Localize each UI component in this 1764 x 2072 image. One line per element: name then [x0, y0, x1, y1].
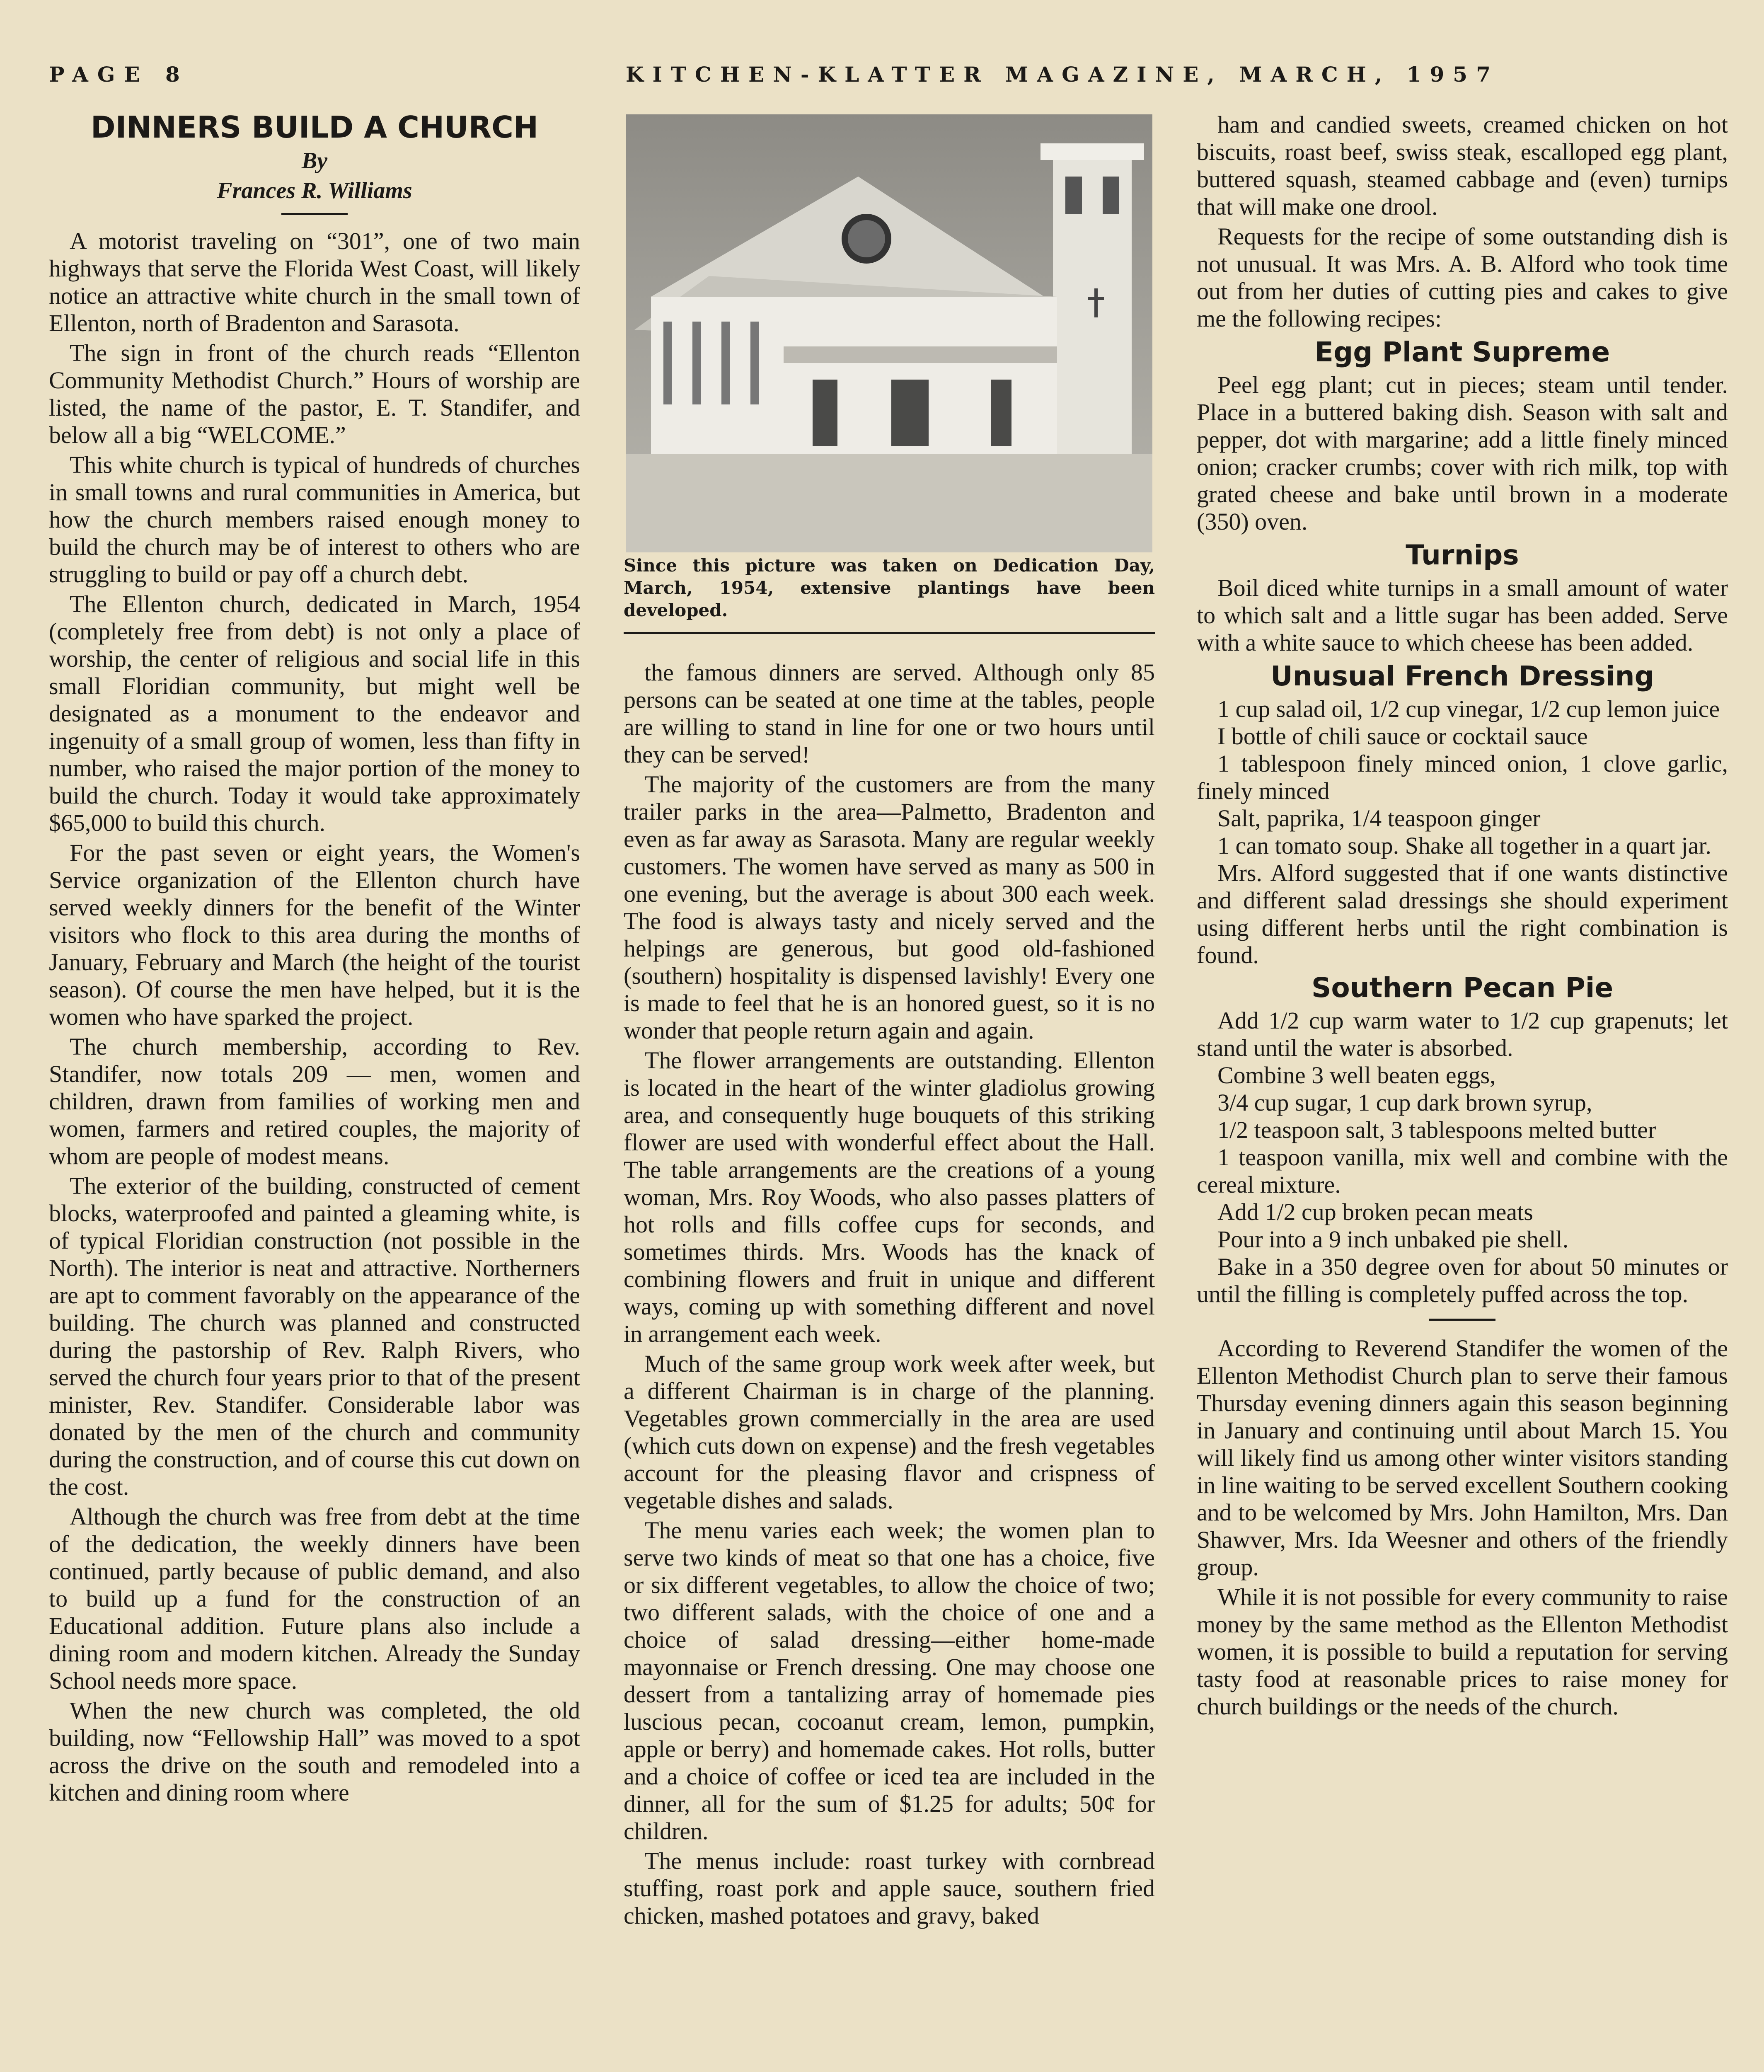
column-2 — [624, 659, 1155, 1932]
paragraph: The sign in front of the church reads “Ellenton Community Methodist Church.” Hours of worship are listed, the name of the pastor, E. T. Standifer, and below all a big “WELCOME.” — [49, 339, 580, 448]
paragraph: 1 cup salad oil, 1/2 cup vinegar, 1/2 cup lemon juice — [1217, 695, 1720, 722]
recipe-title: Southern Pecan Pie — [1311, 972, 1614, 1004]
divider — [281, 213, 348, 215]
paragraph: Combine 3 well beaten eggs, — [1217, 1062, 1496, 1089]
paragraph: Mrs. Alford suggested that if one wants distinctive and different salad dressings she should experiment using different herbs until the right combination is found. — [1197, 859, 1728, 968]
byline-by: By — [301, 148, 328, 174]
paragraph: Much of the same group work week after week, but a different Chairman is in charge of the planning. Vegetables grown commercially in the area are used (which cuts down on expense) and the fresh vegetables account for the pleasing flavor and crispness of vegetable dishes and salads. — [624, 1350, 1155, 1514]
church-photo — [626, 114, 1152, 552]
paragraph: 3/4 cup sugar, 1 cup dark brown syrup, — [1217, 1089, 1592, 1116]
divider — [1429, 1319, 1495, 1321]
paragraph: Add 1/2 cup broken pecan meats — [1217, 1198, 1533, 1225]
recipe-title: Turnips — [1406, 539, 1519, 571]
paragraph: Salt, paprika, 1/4 teaspoon ginger — [1217, 805, 1541, 832]
paragraph: 1 can tomato soup. Shake all together in a quart jar. — [1217, 832, 1711, 859]
column-3 — [1197, 111, 1728, 1723]
page-number: PAGE 8 — [49, 62, 189, 87]
column-1 — [49, 109, 580, 1809]
paragraph: the famous dinners are served. Although only 85 persons can be seated at one time at the tables, people are willing to stand in line for one or two hours until they can be served! — [624, 659, 1155, 768]
paragraph: Pour into a 9 inch unbaked pie shell. — [1217, 1226, 1569, 1253]
paragraph: The menu varies each week; the women plan to serve two kinds of meat so that one has a choice, five or six different vegetables, to allow the choice of two; two different salads, with the choice of one and a choice of salad dressing—either home-made mayonnaise or French dressing. One may choose one dessert from a tantalizing array of homemade pies luscious pecan, cocoanut cream, lemon, pumpkin, apple or berry) and homemade cakes. Hot rolls, butter and a choice of coffee or iced tea are included in the dinner, all for the sum of $1.25 for adults; 50¢ for children. — [624, 1517, 1155, 1844]
paragraph: This white church is typical of hundreds of churches in small towns and rural communities in America, but how the church members raised enough money to build the church may be of interest to others who are struggling to build or pay off a church debt. — [49, 451, 580, 588]
paragraph: The exterior of the building, constructed of cement blocks, waterproofed and painted a gleaming white, is of typical Floridian construction (not possible in the North). The interior is neat and attractive. Northerners are apt to comment favorably on the appearance of the building. The church was planned and constructed during the pastorship of Rev. Ralph Rivers, who served the church four years prior to that of the present minister, Rev. Standifer. Considerable labor was donated by the men of the church and community during the construction, and of course this cut down on the cost. — [49, 1172, 580, 1500]
column-1-body — [49, 228, 580, 1806]
recipe-title: Egg Plant Supreme — [1314, 336, 1610, 368]
paragraph: ham and candied sweets, creamed chicken on hot biscuits, roast beef, swiss steak, escalloped egg plant, buttered squash, steamed cabbage and (even) turnips that will make one drool. — [1197, 111, 1728, 220]
paragraph: The majority of the customers are from the many trailer parks in the area—Palmetto, Bradenton and even as far away as Sarasota. Many are regular weekly customers. The women have served as many as 500 in one evening, but the average is about 300 each week. The food is always tasty and nicely served and the helpings are generous, but good old-fashioned (southern) hospitality is dispensed lavishly! Every one is made to feel that he is an honored guest, so it is no wonder that people return again and again. — [624, 771, 1155, 1044]
paragraph: Requests for the recipe of some outstanding dish is not unusual. It was Mrs. A. B. Alford who took time out from her duties of cutting pies and cakes to give me the following recipes: — [1197, 223, 1728, 332]
paragraph: While it is not possible for every community to raise money by the same method as the Ellenton Methodist women, it is possible to build a reputation for serving tasty food at reasonable prices to raise money for church buildings or the needs of the church. — [1197, 1583, 1728, 1720]
photo-caption: Since this picture was taken on Dedication Day, March, 1954, extensive plantings have been developed. — [624, 555, 1155, 620]
article-title: DINNERS BUILD A CHURCH — [90, 110, 539, 145]
paragraph: The Ellenton church, dedicated in March, 1954 (completely free from debt) is not only a place of worship, the center of religious and social life in this small Floridian community, but might well be designated as a monument to the endeavor and ingenuity of a small group of women, less than fifty in number, who raised the major portion of the money to build the church. Today it would take approximately $65,000 to build this church. — [49, 591, 580, 836]
paragraph: According to Reverend Standifer the women of the Ellenton Methodist Church plan to serve their famous Thursday evening dinners again this season beginning in January and continuing until about March 15. You will likely find us among other winter visitors standing in line waiting to be served excellent Southern cooking and to be welcomed by Mrs. John Hamilton, Mrs. Dan Shawver, Mrs. Ida Weesner and others of the friendly group. — [1197, 1335, 1728, 1581]
magazine-header: KITCHEN-KLATTER MAGAZINE, MARCH, 1957 — [626, 62, 1499, 87]
paragraph: Although the church was free from debt at the time of the dedication, the weekly dinners have been continued, partly because of public demand, and also to build up a fund for the construction of an Educational addition. Future plans also include a dining room and modern kitchen. Already the Sunday School needs more space. — [49, 1503, 580, 1694]
paragraph: A motorist traveling on “301”, one of two main highways that serve the Florida West Coast, will likely notice an attractive white church in the small town of Ellenton, north of Bradenton and Sarasota. — [49, 228, 580, 336]
paragraph: Boil diced white turnips in a small amount of water to which salt and a little sugar has been added. Serve with a white sauce to which cheese has been added. — [1197, 574, 1728, 656]
paragraph: 1/2 teaspoon salt, 3 tablespoons melted butter — [1217, 1116, 1656, 1143]
paragraph: When the new church was completed, the old building, now “Fellowship Hall” was moved to a spot across the drive on the south and remodeled into a kitchen and dining room where — [49, 1697, 580, 1806]
recipe-title: Unusual French Dressing — [1270, 660, 1654, 692]
paragraph: The menus include: roast turkey with cornbread stuffing, roast pork and apple sauce, southern fried chicken, mashed potatoes and gravy, baked — [624, 1847, 1155, 1929]
paragraph: For the past seven or eight years, the Women's Service organization of the Ellenton church have served weekly dinners for the benefit of the Winter visitors who flock to this area during the months of January, February and March (the height of the tourist season). Of course the men have helped, but it is the women who have sparked the project. — [49, 839, 580, 1030]
paragraph: The church membership, according to Rev. Standifer, now totals 209 — men, women and children, drawn from families of working men and women, farmers and retired couples, the majority of whom are people of modest means. — [49, 1033, 580, 1169]
paragraph: Peel egg plant; cut in pieces; steam until tender. Place in a buttered baking dish. Season with salt and pepper, dot with margarine; add a little finely minced onion; cracker crumbs; cover with rich milk, top with grated cheese and bake until brown in a moderate (350) oven. — [1197, 371, 1728, 535]
paragraph: 1 tablespoon finely minced onion, 1 clove garlic, finely minced — [1197, 750, 1728, 804]
caption-divider — [624, 632, 1155, 634]
paragraph: Bake in a 350 degree oven for about 50 minutes or until the filling is completely puffed across the top. — [1197, 1253, 1728, 1307]
paragraph: I bottle of chili sauce or cocktail sauce — [1217, 723, 1588, 750]
paragraph: 1 teaspoon vanilla, mix well and combine with the cereal mixture. — [1197, 1144, 1728, 1198]
author: Frances R. Williams — [217, 178, 412, 203]
paragraph: Add 1/2 cup warm water to 1/2 cup grapenuts; let stand until the water is absorbed. — [1197, 1007, 1728, 1061]
paragraph: The flower arrangements are outstanding. Ellenton is located in the heart of the winter gladiolus growing area, and consequently huge bouquets of this striking flower are used with wonderful effect about the Hall. The table arrangements are the creations of a young woman, Mrs. Roy Woods, who also passes platters of hot rolls and fills coffee cups for seconds, and sometimes thirds. Mrs. Woods has the knack of combining flowers and fruit in unique and different ways, coming up with something different and novel in arrangement each week. — [624, 1047, 1155, 1347]
